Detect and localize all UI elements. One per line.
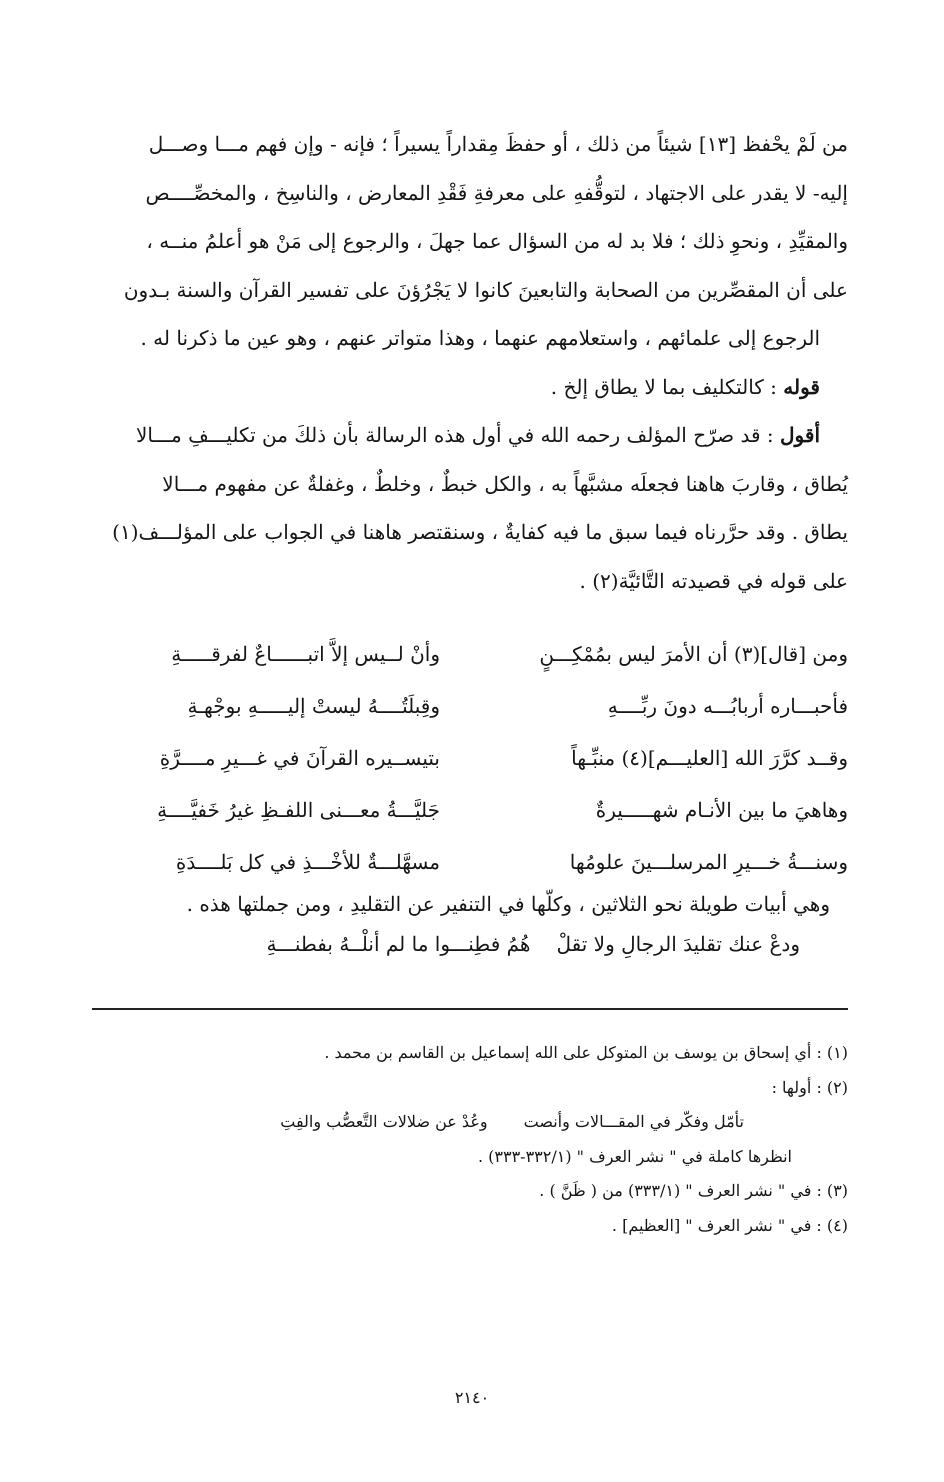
footnote-4: (٤) : في " نشر العرف " [العظيم] . <box>611 1215 848 1235</box>
text-line: على قوله في قصيدته التَّائيَّة(٢) . <box>579 568 848 593</box>
aqulu-label: أقول <box>780 423 820 447</box>
verse <box>100 732 848 784</box>
verse-first-hemistich: تأمّل وفكّر في المقـــالات وأنصت <box>523 1112 744 1131</box>
verse <box>100 784 848 836</box>
footnote-2-verse <box>120 1105 848 1140</box>
verse-second-hemistich: هُمُ فطِنـــوا ما لم أنلْــهُ بفطنـــةِ <box>266 932 531 956</box>
aqulu-text: : قد صرّح المؤلف رحمه الله في أول هذه الرسالة بأن ذلكَ من تكليـــفِ مـــالا <box>135 423 774 447</box>
text-line: يُطاق ، وقاربَ هاهنا فجعلَه مشبَّهاً به ، والكل خبطٌ ، وخلطٌ ، وغفلةٌ عن مفهوم مـــالا <box>162 471 848 496</box>
text-line: من لَمْ يحْفظ [١٣] شيئاً من ذلك ، أو حفظَ مِقداراً يسيراً ؛ فإنه - وإن فهم مـــا وصـــل <box>148 132 848 156</box>
verse-second-hemistich: بتيســيره القرآنَ في غـــيرِ مــــرَّةِ <box>159 746 440 770</box>
verse-second-hemistich: وأنْ لــيس إلاَّ اتبــــــاعٌ لفرقـــــةِ <box>171 642 440 666</box>
text-line: والمقيِّدِ ، ونحوِ ذلك ؛ فلا بد له من السؤال عما جهلَ ، والرجوع إلى مَنْ هو أعلمُ منــه ، <box>146 229 848 253</box>
verse-second-hemistich: جَليَّـــةُ معـــنى اللفـظِ غيرُ خَفيَّــــةِ <box>157 798 440 822</box>
page-number: ٢١٤٠ <box>454 1388 490 1407</box>
text-line: على أن المقصِّرين من الصحابة والتابعينَ كانوا لا يَجْرُؤنَ على تفسير القرآن والسنة بـدون <box>123 277 848 302</box>
text-line: الرجوع إلى علمائهم ، واستعلامهم عنهما ، وهذا متواتر عنهم ، وهو عين ما ذكرنا له . <box>140 326 820 350</box>
footnotes <box>120 1036 848 1243</box>
text-line: يطاق . وقد حرَّرناه فيما سبق ما فيه كفايةٌ ، وسنقتصر هاهنا في الجواب على المؤلـــف(١) <box>112 520 848 544</box>
qawluhu-text: : كالتكليف بما لا يطاق إلخ . <box>550 374 777 399</box>
footnote-divider <box>92 1008 848 1010</box>
footnote-2-source: انظرها كاملة في " نشر العرف " (٣٣٢/١-٣٣٣) . <box>477 1146 792 1166</box>
verse-first-hemistich: ومن [قال](٣) أن الأمرَ ليس بمُمْكِـــنٍ <box>539 642 848 666</box>
footnote-1: (١) : أي إسحاق بن يوسف بن المتوكل على الله إسماعيل بن القاسم بن محمد . <box>324 1043 848 1062</box>
qawluhu-line <box>88 363 848 412</box>
poem <box>100 628 848 888</box>
verse-first-hemistich: وقــد كرَّرَ الله [العليـــم](٤) منبِّـهاً <box>571 746 848 770</box>
verse-first-hemistich: وهاهيَ ما بين الأنـام شهـــــيرةٌ <box>595 798 848 822</box>
footnote-2-label: (٢) : أولها : <box>771 1077 848 1097</box>
footnote-3: (٣) : في " نشر العرف " (٣٣٣/١) من ( ظَنَّ ) . <box>539 1181 848 1200</box>
verse-first-hemistich: ودعْ عنك تقليدَ الرجالِ ولا تقلْ <box>556 932 800 956</box>
verse <box>100 628 848 680</box>
verse <box>100 680 848 732</box>
text-line: إليه- لا يقدر على الاجتهاد ، لتوقُّفهِ على معرفةِ فَقْدِ المعارض ، والناسِخ ، والمخصِّــــص <box>145 180 848 205</box>
closing-verse <box>120 932 800 956</box>
verse-first-hemistich: فأحبـــاره أربابُـــه دونَ ربِّــــهِ <box>607 694 848 718</box>
verses-note: وهي أبيات طويلة نحو الثلاثين ، وكلّها في التنفير عن التقليدِ ، ومن جملتها هذه . <box>186 892 830 916</box>
verse-second-hemistich: وقِبلَتُــــهُ ليستْ إليـــــهِ بوجْهـةِ <box>187 694 440 718</box>
aqulu-line <box>88 411 848 460</box>
qawluhu-label: قوله <box>783 374 820 399</box>
verse-second-hemistich: وعُدْ عن ضلالات التَّعصُّب والفِتِ <box>280 1112 488 1131</box>
verse-second-hemistich: مسهَّلـــةٌ للأخْـــذِ في كل بَلــــدَةِ <box>175 850 440 874</box>
main-text <box>88 120 848 605</box>
verse-first-hemistich: وسنـــةُ خـــيرِ المرسلـــينَ علومُها <box>569 850 848 874</box>
